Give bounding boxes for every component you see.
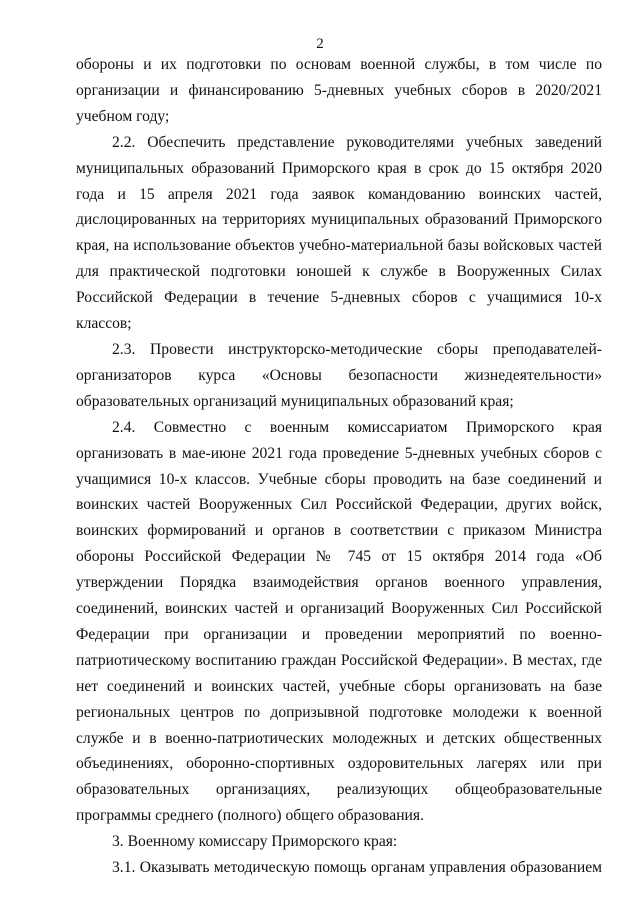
document-body	[76, 52, 602, 881]
paragraph-2-2: 2.2. Обеспечить представление руководителями учебных заведений муниципальных образований Приморского края в срок до 15 октября 2020 года и 15 апреля 2021 года заявок командованию воинских частей, дислоцированных на территориях муниципальных образований Приморского края, на использование объектов учебно-материальной базы войсковых частей для практической подготовки юношей к службе в Вооруженных Силах Российской Федерации в течение 5-дневных сборов с учащимися 10-х классов;	[76, 133, 602, 333]
paragraph-continuation: обороны и их подготовки по основам военной службы, в том числе по организации и финансированию 5-дневных учебных сборов в 2020/2021 учебном году;	[76, 56, 602, 125]
paragraph-2-4: 2.4. Совместно с военным комиссариатом Приморского края организовать в мае-июне 2021 года проведение 5-дневных учебных сборов с учащимися 10-х классов. Учебные сборы проводить на базе соединений и воинских частей Вооруженных Сил Российской Федерации, других войск, воинских формирований и органов в соответствии с приказом Министра обороны Российской Федерации № 745 от 15 октября 2014 года «Об утверждении Порядка взаимодействия органов военного управления, соединений, воинских частей и организаций Вооруженных Сил Российской Федерации при организации и проведении мероприятий по военно-патриотическому воспитанию граждан Российской Федерации». В местах, где нет соединений и воинских частей, учебные сборы организовать на базе региональных центров по допризывной подготовке молодежи к военной службе и в военно-патриотических молодежных и детских общественных объединениях, оборонно-спортивных оздоровительных лагерях или при образовательных организациях, реализующих общеобразовательные программы среднего (полного) общего образования.	[76, 418, 602, 825]
page-number: 2	[316, 36, 324, 52]
paragraph-2-3: 2.3. Провести инструкторско-методические сборы преподавателей-организаторов курса «Основы безопасности жизнедеятельности» образовательных организаций муниципальных образований края;	[76, 340, 602, 410]
paragraph-3-1: 3.1. Оказывать методическую помощь органам управления образованием	[112, 859, 602, 877]
paragraph-3: 3. Военному комиссару Приморского края:	[112, 833, 398, 851]
